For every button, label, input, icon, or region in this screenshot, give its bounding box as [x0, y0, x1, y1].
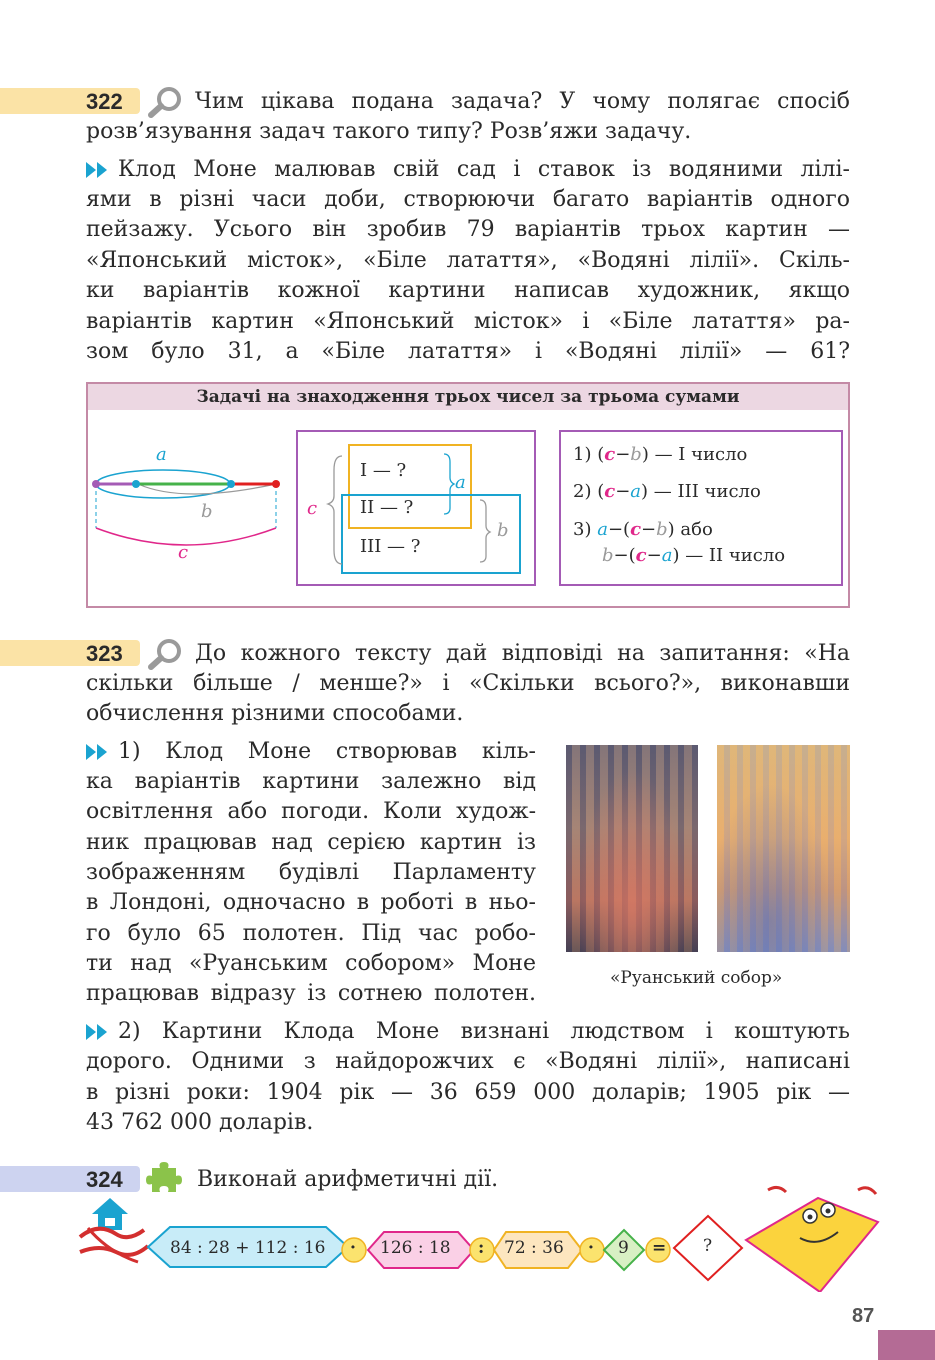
- chain-operator-2: :: [478, 1238, 485, 1258]
- formula-3-num: 3): [573, 519, 592, 540]
- formula-3-a: a: [597, 519, 608, 540]
- task-322-body-line: зом було 31, а «Біле латаття» і «Водяні лілії» — 61?: [86, 339, 850, 364]
- task-324-text: Виконай арифметичні дії.: [197, 1167, 499, 1192]
- formula-3-or: або: [680, 519, 713, 540]
- set-row-3: III — ?: [360, 536, 421, 557]
- formula-4-b: b: [602, 545, 614, 566]
- segment-label-c: c: [178, 542, 189, 563]
- magnifier-icon: [147, 84, 185, 118]
- chain-expression-2: 126 : 18: [380, 1238, 451, 1258]
- formula-4-c: c: [635, 545, 647, 566]
- formula-2-c: c: [604, 481, 616, 502]
- task-324-number: 324: [86, 1167, 123, 1192]
- task-322-body-line: Клод Моне малював свій сад і ставок із водяними лілі-: [118, 157, 850, 182]
- task-323-p1-line: ник працював над серією картин із: [86, 830, 536, 855]
- page-number: 87: [852, 1305, 875, 1327]
- task-323-p1-line: працював відразу із сотнею полотен.: [86, 981, 536, 1006]
- chain-operator-1: ·: [350, 1238, 356, 1258]
- double-arrow-icon: [86, 742, 112, 762]
- magnifier-icon: [147, 636, 185, 670]
- task-322-body-line: ями в різні часи доби, створюючи багато варіантів одного: [86, 187, 850, 212]
- formula-1: 1) (c−b) — I число: [573, 444, 748, 465]
- chain-equals: =: [652, 1238, 667, 1258]
- formula-2-num: 2): [573, 481, 592, 502]
- chain-expression-3: 72 : 36: [504, 1238, 564, 1258]
- kite-chain: [78, 1182, 888, 1292]
- formula-4-a: a: [661, 545, 673, 566]
- set-row-1: I — ?: [360, 460, 407, 481]
- formula-4: b−(c−a) — II число: [602, 545, 786, 566]
- set-label-a: a: [455, 472, 466, 493]
- page-number-bar: [878, 1330, 935, 1360]
- task-323-p1-line: го було 65 полотен. Під час робо-: [86, 921, 536, 946]
- segment-label-a: a: [156, 444, 167, 465]
- formula-1-num: 1): [573, 444, 592, 465]
- task-323-intro-line: обчислення різними способами.: [86, 701, 464, 726]
- task-323-p1-line: зображенням будівлі Парламенту: [86, 860, 536, 885]
- task-323-p1-line: 1) Клод Моне створював кіль-: [118, 739, 536, 764]
- formula-1-b: b: [630, 444, 642, 465]
- set-label-b: b: [497, 520, 509, 541]
- task-322-number: 322: [86, 89, 123, 114]
- task-323-p2-line: 43 762 000 доларів.: [86, 1110, 314, 1135]
- double-arrow-icon: [86, 160, 112, 180]
- task-323-number: 323: [86, 641, 123, 666]
- chain-answer: ?: [703, 1236, 713, 1256]
- reference-box-title: Задачі на знаходження трьох чисел за трьома сумами: [86, 382, 850, 410]
- formula-2: 2) (c−a) — III число: [573, 481, 761, 502]
- chain-expression-1: 84 : 28 + 112 : 16: [170, 1238, 326, 1258]
- task-323-p1-line: освітлення або погоди. Коли худож-: [86, 799, 536, 824]
- formula-2-result: — III число: [653, 481, 761, 502]
- task-323-p2-line: в різні роки: 1904 рік — 36 659 000 доларів; 1905 рік —: [86, 1080, 850, 1105]
- double-arrow-icon: [86, 1022, 112, 1042]
- formula-2-a: a: [630, 481, 642, 502]
- formula-4-result: — II число: [685, 545, 786, 566]
- task-323-p1-line: ка варіантів картини залежно від: [86, 769, 536, 794]
- set-label-c: c: [307, 498, 318, 519]
- segment-label-b: b: [201, 501, 213, 522]
- task-322-body-line: пейзажу. Усього він зробив 79 варіантів трьох картин —: [86, 217, 850, 242]
- task-323-p2-line: 2) Картини Клода Моне визнані людством і коштують: [118, 1019, 850, 1044]
- task-323-p2-line: дорого. Одними з найдорожчих є «Водяні лілії», написані: [86, 1049, 850, 1074]
- formula-3-b: b: [656, 519, 668, 540]
- formula-1-result: — I число: [654, 444, 748, 465]
- task-323-intro-line: До кожного тексту дай відповіді на запитання: «На: [195, 641, 850, 666]
- task-322-intro-line: розв’язування задач такого типу? Розв’яжи задачу.: [86, 119, 692, 144]
- task-323-intro-line: скільки більше / менше?» і «Скільки всього?», виконавши: [86, 671, 850, 696]
- task-322-body-line: ки варіантів кожної картини написав художник, якщо: [86, 278, 850, 303]
- task-322-intro-line: Чим цікава подана задача? У чому полягає спосіб: [195, 89, 850, 114]
- task-323-p1-line: ти над «Руанським собором» Моне: [86, 951, 536, 976]
- painting-caption: «Руанський собор»: [610, 968, 783, 988]
- formula-1-c: c: [604, 444, 616, 465]
- formula-3: 3) a−(c−b) або: [573, 519, 713, 540]
- task-322-body-line: «Японський місток», «Біле латаття», «Водяні лілії». Скіль-: [86, 248, 850, 273]
- formula-3-c: c: [630, 519, 642, 540]
- set-row-2: II — ?: [360, 497, 414, 518]
- task-322-body-line: варіантів картин «Японський місток» і «Біле латаття» ра-: [86, 309, 850, 334]
- painting-rouen-cathedral-2: [717, 745, 850, 952]
- chain-operator-3: ·: [588, 1238, 594, 1258]
- task-323-p1-line: в Лондоні, одночасно в роботі в ньо-: [86, 890, 536, 915]
- painting-rouen-cathedral-1: [566, 745, 698, 952]
- chain-number-9: 9: [618, 1238, 629, 1258]
